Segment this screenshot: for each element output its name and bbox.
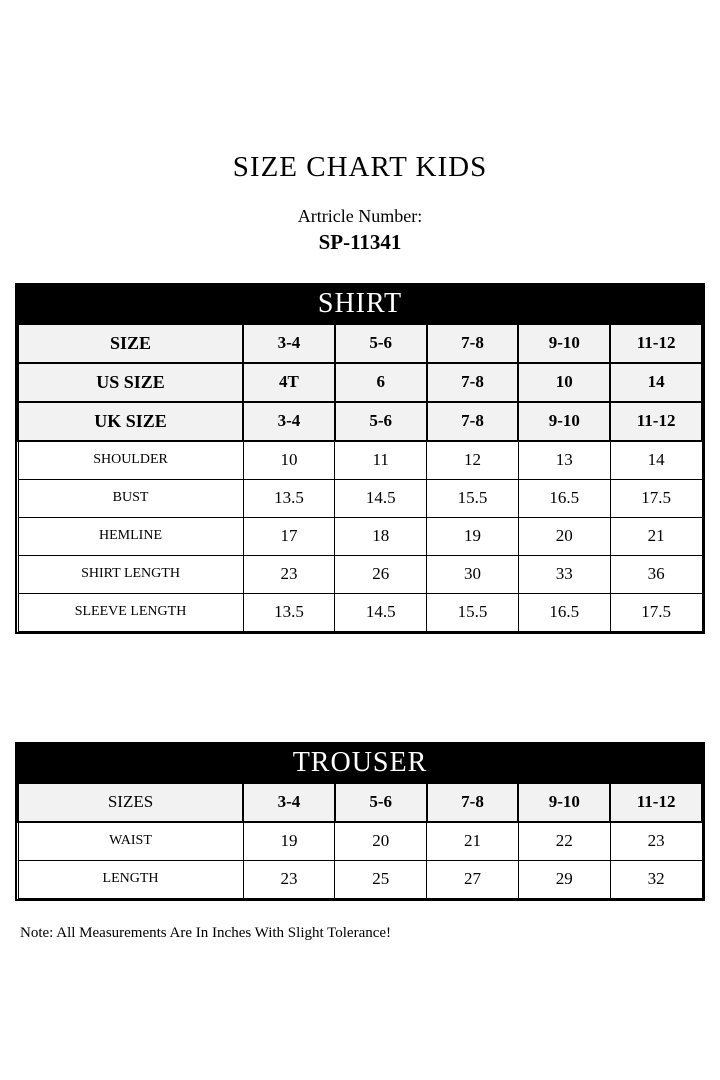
value-cell: 18 — [335, 517, 427, 555]
trouser-section — [15, 742, 705, 901]
table-row — [18, 479, 702, 517]
shirt-table — [17, 323, 703, 632]
value-cell: 21 — [610, 517, 702, 555]
measurements-note: Note: All Measurements Are In Inches With Slight Tolerance! — [20, 924, 392, 941]
value-cell: 19 — [427, 517, 519, 555]
table-row — [18, 441, 702, 480]
row-label-cell: SIZES — [18, 783, 243, 822]
value-cell: 23 — [243, 860, 335, 898]
value-cell: 3-4 — [243, 402, 335, 441]
shirt-table-title: SHIRT — [17, 285, 703, 323]
value-cell: 9-10 — [518, 402, 610, 441]
value-cell: 7-8 — [427, 402, 519, 441]
row-label-cell: HEMLINE — [18, 517, 243, 555]
value-cell: 5-6 — [335, 324, 427, 363]
value-cell: 7-8 — [427, 783, 519, 822]
value-cell: 9-10 — [518, 324, 610, 363]
value-cell: 3-4 — [243, 324, 335, 363]
table-row — [18, 822, 702, 861]
value-cell: 30 — [427, 555, 519, 593]
row-label-cell: SIZE — [18, 324, 243, 363]
value-cell: 20 — [335, 822, 427, 861]
value-cell: 4T — [243, 363, 335, 402]
row-label-cell: WAIST — [18, 822, 243, 861]
value-cell: 3-4 — [243, 783, 335, 822]
value-cell: 11-12 — [610, 402, 702, 441]
value-cell: 15.5 — [427, 593, 519, 631]
row-label-cell: SHOULDER — [18, 441, 243, 480]
table-row — [18, 324, 702, 363]
value-cell: 23 — [243, 555, 335, 593]
value-cell: 17.5 — [610, 479, 702, 517]
value-cell: 13.5 — [243, 479, 335, 517]
row-label-cell: UK SIZE — [18, 402, 243, 441]
row-label-cell: US SIZE — [18, 363, 243, 402]
page-title: SIZE CHART KIDS — [232, 151, 488, 183]
value-cell: 11-12 — [610, 324, 702, 363]
value-cell: 10 — [243, 441, 335, 480]
value-cell: 14 — [610, 363, 702, 402]
value-cell: 7-8 — [427, 363, 519, 402]
value-cell: 5-6 — [335, 783, 427, 822]
value-cell: 11 — [335, 441, 427, 480]
value-cell: 17 — [243, 517, 335, 555]
value-cell: 5-6 — [335, 402, 427, 441]
value-cell: 17.5 — [610, 593, 702, 631]
value-cell: 7-8 — [427, 324, 519, 363]
table-row — [18, 363, 702, 402]
trouser-table — [17, 782, 703, 899]
value-cell: 20 — [518, 517, 610, 555]
value-cell: 19 — [243, 822, 335, 861]
value-cell: 14.5 — [335, 479, 427, 517]
value-cell: 14 — [610, 441, 702, 480]
value-cell: 25 — [335, 860, 427, 898]
table-row — [18, 783, 702, 822]
value-cell: 15.5 — [427, 479, 519, 517]
value-cell: 16.5 — [518, 479, 610, 517]
value-cell: 6 — [335, 363, 427, 402]
value-cell: 12 — [427, 441, 519, 480]
value-cell: 9-10 — [518, 783, 610, 822]
table-row — [18, 517, 702, 555]
row-label-cell: LENGTH — [18, 860, 243, 898]
value-cell: 26 — [335, 555, 427, 593]
trouser-table-title: TROUSER — [17, 744, 703, 782]
row-label-cell: SLEEVE LENGTH — [18, 593, 243, 631]
value-cell: 29 — [518, 860, 610, 898]
row-label-cell: BUST — [18, 479, 243, 517]
value-cell: 11-12 — [610, 783, 702, 822]
table-row — [18, 860, 702, 898]
value-cell: 13.5 — [243, 593, 335, 631]
table-row — [18, 555, 702, 593]
value-cell: 23 — [610, 822, 702, 861]
value-cell: 36 — [610, 555, 702, 593]
value-cell: 22 — [518, 822, 610, 861]
value-cell: 16.5 — [518, 593, 610, 631]
value-cell: 27 — [427, 860, 519, 898]
row-label-cell: SHIRT LENGTH — [18, 555, 243, 593]
value-cell: 14.5 — [335, 593, 427, 631]
table-row — [18, 593, 702, 631]
article-number-label: Artricle Number: — [297, 205, 423, 226]
value-cell: 21 — [427, 822, 519, 861]
value-cell: 10 — [518, 363, 610, 402]
value-cell: 32 — [610, 860, 702, 898]
value-cell: 13 — [518, 441, 610, 480]
table-row — [18, 402, 702, 441]
shirt-section — [15, 283, 705, 634]
value-cell: 33 — [518, 555, 610, 593]
article-number-value: SP-11341 — [318, 230, 402, 255]
